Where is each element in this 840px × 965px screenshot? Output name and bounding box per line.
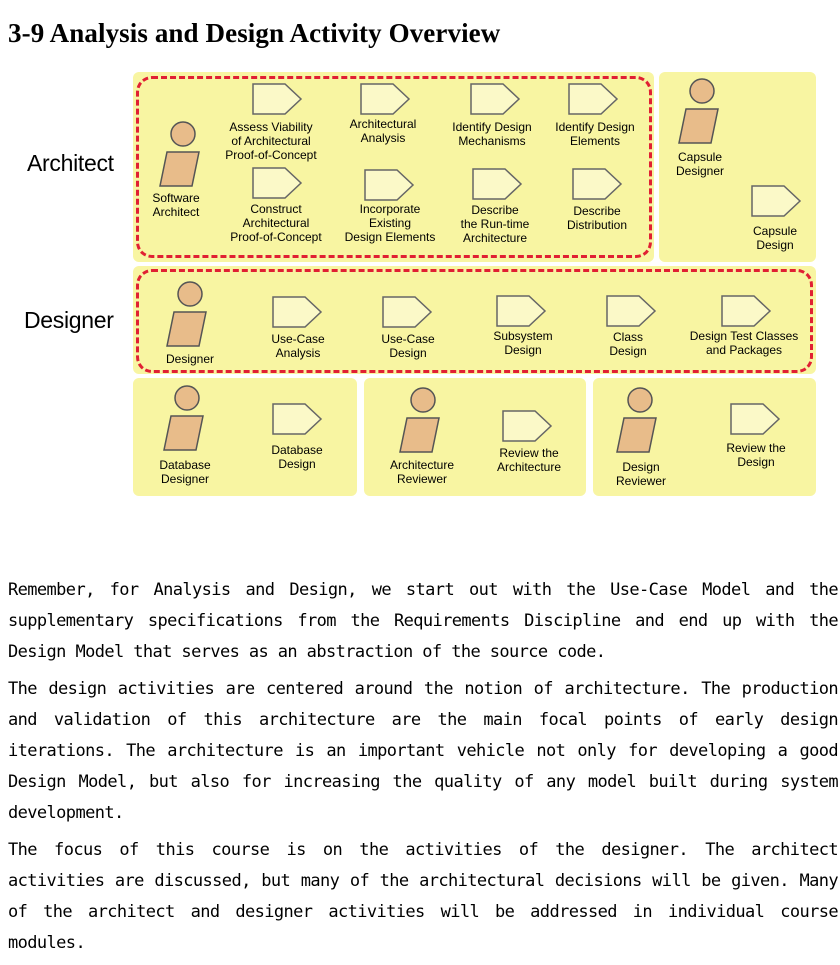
activity-identify-design-mechanisms: Identify Design Mechanisms [452,120,532,148]
activity-icon [471,167,523,201]
actor-icon [158,120,208,188]
role-software-architect: Software Architect [152,191,200,219]
activity-icon [571,167,623,201]
actor-icon [615,386,665,454]
page-title: 3-9 Analysis and Design Activity Overview [8,18,501,48]
activity-icon [359,82,411,116]
activity-use-case-design: Use-Case Design [381,332,435,360]
activity-icon [251,82,303,116]
lane-label-architect: Architect [27,150,114,176]
role-capsule-designer: Capsule Designer [675,150,725,178]
activity-icon [381,295,433,329]
body-text [8,575,838,965]
activity-design-test-classes: Design Test Classes and Packages [689,329,799,357]
actor-icon [677,77,727,145]
activity-icon [251,166,303,200]
activity-review-design: Review the Design [726,441,786,469]
activity-icon [363,168,415,202]
activity-construct-poc: Construct Architectural Proof-of-Concept [230,202,322,244]
activity-database-design: Database Design [271,443,323,471]
activity-review-architecture: Review the Architecture [496,446,562,474]
activity-icon [271,402,323,436]
role-designer: Designer [165,352,215,366]
activity-assess-viability: Assess Viability of Architectural Proof-of-Concept [225,120,317,162]
activity-icon [469,82,521,116]
activity-icon [501,409,553,443]
actor-icon [162,384,212,452]
activity-icon [729,402,781,436]
role-architecture-reviewer: Architecture Reviewer [389,458,455,486]
activity-use-case-analysis: Use-Case Analysis [271,332,325,360]
activity-identify-design-elements: Identify Design Elements [555,120,635,148]
lane-label-designer: Designer [24,307,114,333]
activity-incorporate-existing: Incorporate Existing Design Elements [344,202,436,244]
activity-capsule-design: Capsule Design [752,224,798,252]
designer-boundary [136,269,813,373]
activity-icon [567,82,619,116]
actor-icon [398,386,448,454]
activity-icon [495,294,547,328]
activity-describe-distribution: Describe Distribution [566,204,628,232]
activity-icon [605,294,657,328]
role-database-designer: Database Designer [159,458,211,486]
activity-class-design: Class Design [609,330,647,358]
paragraph: Remember, for Analysis and Design, we start out with the Use-Case Model and the supplementary specifications from the Requirements Discipline and end up with the Design Model that serves as an abstraction of the source code. [8,580,838,662]
activity-describe-runtime: Describe the Run-time Architecture [460,203,530,245]
activity-architectural-analysis: Architectural Analysis [349,117,417,145]
activity-icon [271,295,323,329]
activity-subsystem-design: Subsystem Design [493,329,553,357]
paragraph: The design activities are centered around the notion of architecture. The production and validation of this architecture are the main focal points of early design iterations. The architecture is an important vehicle not only for developing a good Design Model, but also for increasing the quality of any model built during system development. [8,679,838,823]
paragraph: The focus of this course is on the activities of the designer. The architect activities are discussed, but many of the architectural decisions will be given. Many of the architect and designer activities will be addressed in individual course modules. [8,840,838,953]
activity-icon [720,294,772,328]
activity-icon [750,184,802,218]
actor-icon [165,280,215,348]
role-design-reviewer: Design Reviewer [615,460,666,488]
